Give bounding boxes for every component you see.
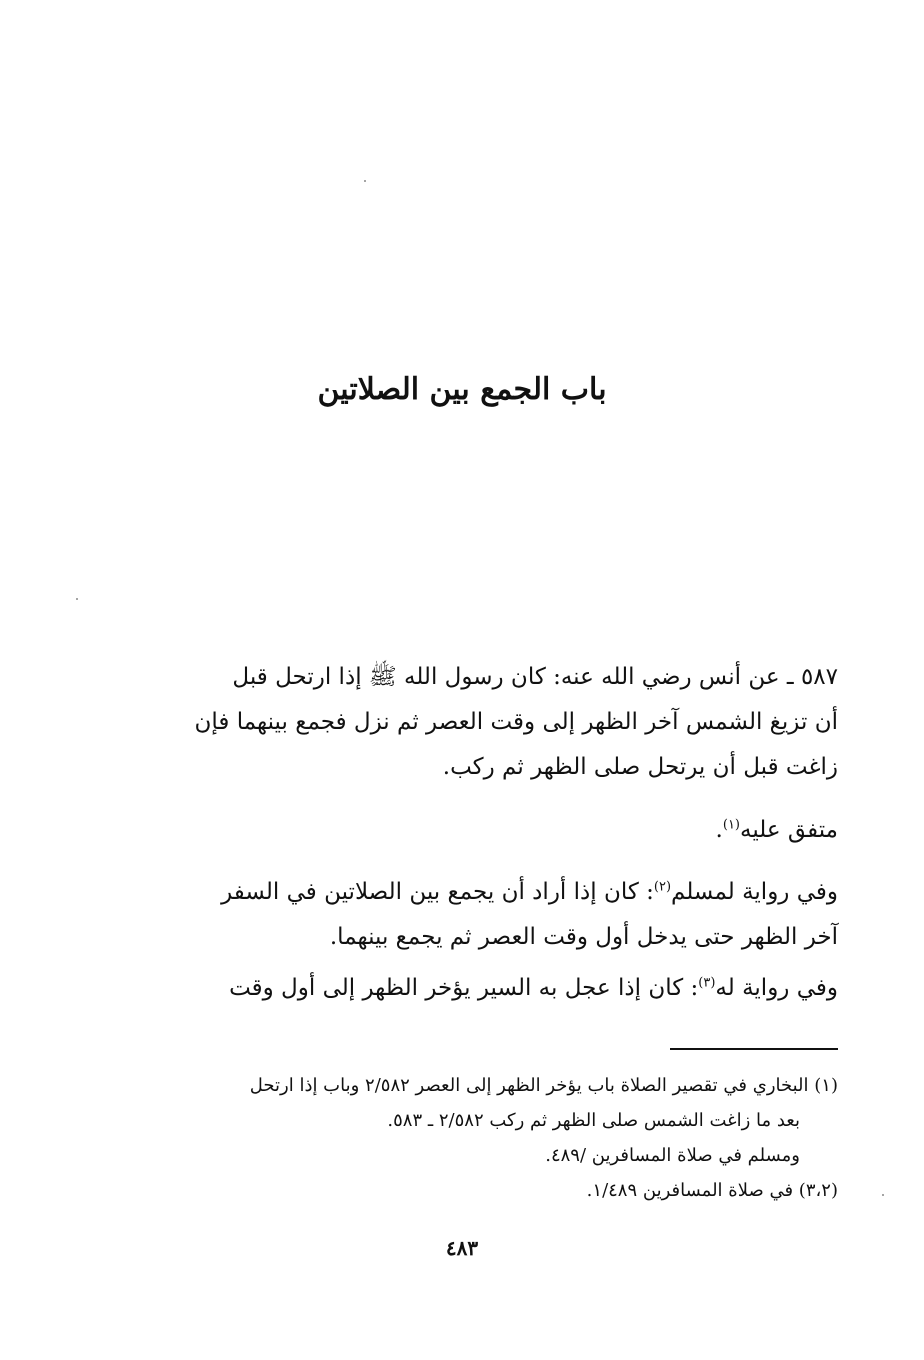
- second-narration-paragraph: [148, 966, 838, 1011]
- page-number: ٤٨٣: [445, 1236, 479, 1260]
- muslim-narration-line-2: آخر الظهر حتى يدخل أول وقت العصر ثم يجمع بينهما.: [329, 924, 838, 950]
- muslim-narration-rest: : كان إذا أراد أن يجمع بين الصلاتين في السفر: [221, 879, 654, 905]
- agreed-text: متفق عليه: [740, 817, 838, 843]
- agreed-upon-note: [148, 808, 838, 853]
- scan-speck: [882, 1194, 884, 1196]
- hadith-line-1: ٥٨٧ ـ عن أنس رضي الله عنه: كان رسول الله ﷺ إذا ارتحل قبل: [232, 664, 838, 690]
- footnote-marker-3: (٣): [698, 975, 716, 991]
- second-narration-prefix: وفي رواية له: [715, 975, 838, 1001]
- muslim-narration-line-1: [148, 870, 838, 915]
- scan-speck: [76, 598, 78, 600]
- footnote-1-line-2: بعد ما زاغت الشمس صلى الظهر ثم ركب ٢/٥٨٢ ـ ٥٨٣.: [387, 1110, 800, 1131]
- agreed-end: .: [715, 817, 723, 843]
- hadith-line-2: أن تزيغ الشمس آخر الظهر إلى وقت العصر ثم نزل فجمع بينهما فإن: [194, 709, 838, 735]
- scan-speck: [364, 180, 366, 182]
- footnote-2-3-line: (٣،٢) في صلاة المسافرين ١/٤٨٩.: [586, 1180, 838, 1201]
- footnote-1-line-3: ومسلم في صلاة المسافرين /٤٨٩.: [545, 1145, 800, 1166]
- second-narration-rest: : كان إذا عجل به السير يؤخر الظهر إلى أول وقت: [229, 975, 699, 1001]
- second-narration-line-1: [148, 966, 838, 1011]
- hadith-line-3: زاغت قبل أن يرتحل صلى الظهر ثم ركب.: [442, 754, 838, 780]
- footnote-marker-1: (١): [722, 817, 740, 833]
- footnotes-section: [148, 1068, 838, 1208]
- muslim-narration-prefix: وفي رواية لمسلم: [671, 879, 838, 905]
- muslim-narration-paragraph: [148, 870, 838, 960]
- footnote-1-line-1: (١) البخاري في تقصير الصلاة باب يؤخر الظهر إلى العصر ٢/٥٨٢ وباب إذا ارتحل: [249, 1075, 838, 1096]
- hadith-587-paragraph: [148, 655, 838, 790]
- chapter-title: باب الجمع بين الصلاتين: [317, 372, 607, 407]
- footnote-marker-2: (٢): [653, 879, 672, 895]
- footnote-divider: [670, 1048, 838, 1050]
